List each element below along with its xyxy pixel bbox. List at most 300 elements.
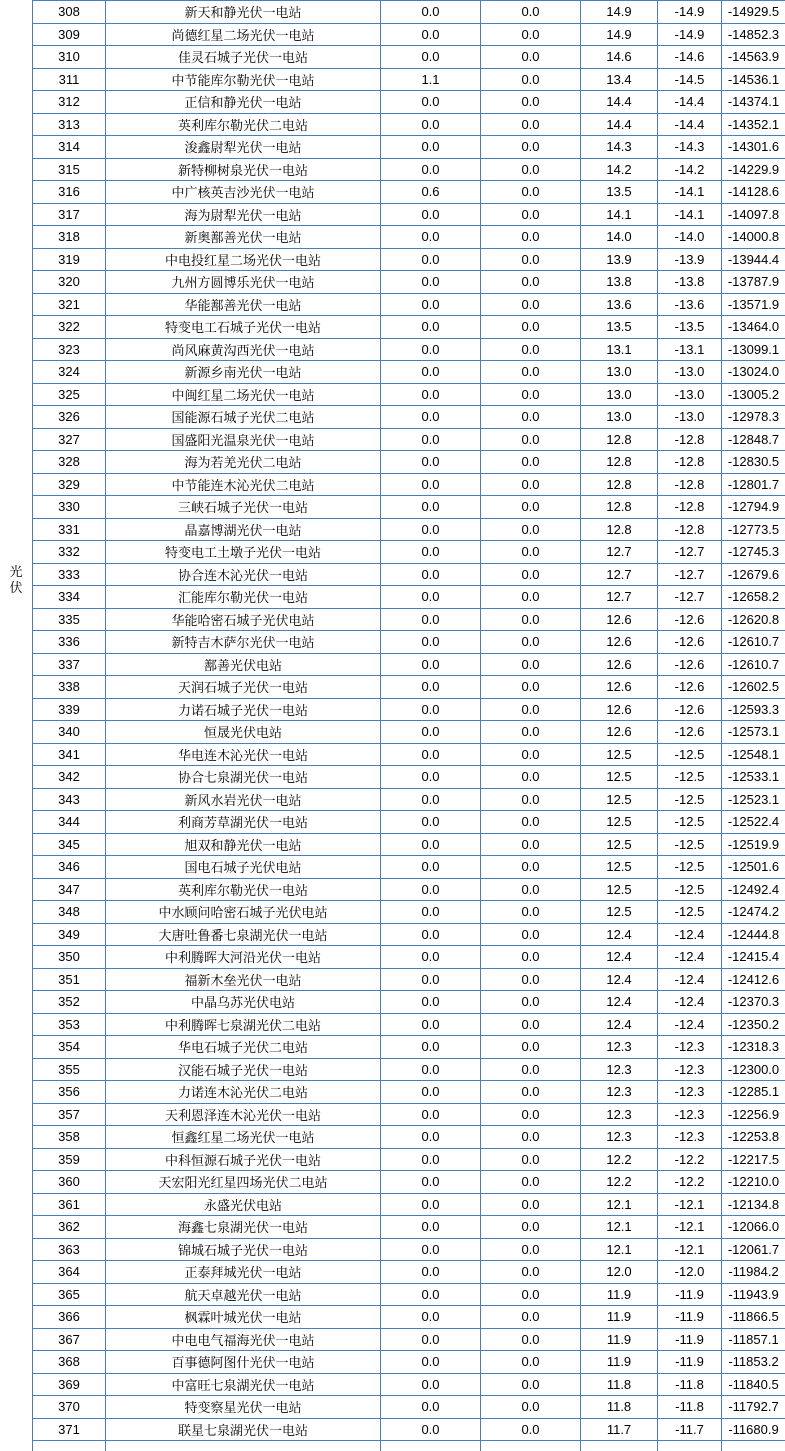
cell-value[interactable]: 0.0 <box>481 1193 581 1216</box>
cell-value[interactable]: 0.0 <box>481 631 581 654</box>
cell-value[interactable]: -14.9 <box>658 23 722 46</box>
cell-index[interactable]: 353 <box>33 1013 106 1036</box>
cell-value[interactable]: -12066.0 <box>722 1216 785 1239</box>
table-row[interactable] <box>33 1238 785 1261</box>
cell-value[interactable]: -11.9 <box>658 1306 722 1329</box>
cell-value[interactable]: 0.0 <box>381 1306 481 1329</box>
table-row[interactable] <box>33 406 785 429</box>
cell-value[interactable]: 0.0 <box>481 721 581 744</box>
cell-value[interactable]: -12370.3 <box>722 991 785 1014</box>
cell-value[interactable]: -11.9 <box>658 1351 722 1374</box>
cell-station-name[interactable]: 中节能连木沁光伏二电站 <box>106 473 381 496</box>
cell-station-name[interactable]: 力诺石城子光伏一电站 <box>106 698 381 721</box>
cell-value[interactable]: -12.8 <box>658 496 722 519</box>
cell-value[interactable]: -12848.7 <box>722 428 785 451</box>
cell-index[interactable]: 327 <box>33 428 106 451</box>
cell-value[interactable]: -12658.2 <box>722 586 785 609</box>
table-row[interactable] <box>33 1171 785 1194</box>
cell-value[interactable]: -12.8 <box>658 473 722 496</box>
cell-value[interactable]: -11792.7 <box>722 1396 785 1419</box>
cell-value[interactable]: -11.9 <box>658 1328 722 1351</box>
cell-index[interactable]: 346 <box>33 856 106 879</box>
cell-station-name[interactable]: 新奥鄯善光伏一电站 <box>106 226 381 249</box>
cell-station-name[interactable]: 国能源石城子光伏二电站 <box>106 406 381 429</box>
cell-station-name[interactable]: 旭双和静光伏一电站 <box>106 833 381 856</box>
cell-index[interactable]: 349 <box>33 923 106 946</box>
cell-value[interactable]: -14.3 <box>658 136 722 159</box>
cell-value[interactable]: -13005.2 <box>722 383 785 406</box>
cell-value[interactable]: -12300.0 <box>722 1058 785 1081</box>
cell-value[interactable]: -12.5 <box>658 811 722 834</box>
cell-value[interactable]: -13.9 <box>658 248 722 271</box>
cell-value[interactable]: -12253.8 <box>722 1126 785 1149</box>
cell-index[interactable]: 363 <box>33 1238 106 1261</box>
cell-value[interactable]: 14.0 <box>581 226 658 249</box>
cell-value[interactable]: 0.0 <box>381 1373 481 1396</box>
cell-value[interactable]: -12061.7 <box>722 1238 785 1261</box>
cell-value[interactable]: -12474.2 <box>722 901 785 924</box>
cell-value[interactable]: 14.2 <box>581 158 658 181</box>
cell-value[interactable]: 0.0 <box>381 608 481 631</box>
cell-station-name[interactable]: 联星七泉湖光伏一电站 <box>106 1418 381 1441</box>
cell-value[interactable]: 12.3 <box>581 1036 658 1059</box>
cell-value[interactable]: 0.0 <box>481 968 581 991</box>
cell-value[interactable]: 0.0 <box>481 1396 581 1419</box>
cell-station-name[interactable]: 大唐吐鲁番七泉湖光伏一电站 <box>106 923 381 946</box>
cell-value[interactable]: 0.0 <box>481 1148 581 1171</box>
table-row[interactable] <box>33 653 785 676</box>
cell-value[interactable]: 0.0 <box>381 878 481 901</box>
cell-value[interactable]: -12412.6 <box>722 968 785 991</box>
cell-value[interactable]: 11.9 <box>581 1306 658 1329</box>
table-row[interactable] <box>33 1126 785 1149</box>
cell-value[interactable]: 12.3 <box>581 1126 658 1149</box>
cell-value[interactable]: 12.6 <box>581 676 658 699</box>
cell-value[interactable]: 12.3 <box>581 1058 658 1081</box>
cell-value[interactable]: 0.0 <box>481 136 581 159</box>
table-row[interactable] <box>33 968 785 991</box>
cell-value[interactable]: -12.4 <box>658 946 722 969</box>
cell-index[interactable]: 367 <box>33 1328 106 1351</box>
cell-value[interactable]: -11.9 <box>658 1283 722 1306</box>
table-row[interactable] <box>33 1396 785 1419</box>
cell-value[interactable]: 12.6 <box>581 608 658 631</box>
cell-value[interactable]: 0.0 <box>381 293 481 316</box>
cell-value[interactable]: 0.0 <box>381 91 481 114</box>
cell-value[interactable]: 0.0 <box>381 991 481 1014</box>
cell-value[interactable]: 0.0 <box>481 428 581 451</box>
cell-value[interactable]: 0.0 <box>481 271 581 294</box>
cell-value[interactable]: -12.7 <box>658 563 722 586</box>
cell-station-name[interactable]: 中电投红星二场光伏一电站 <box>106 248 381 271</box>
cell-station-name[interactable]: 中水顾问哈密石城子光伏电站 <box>106 901 381 924</box>
cell-value[interactable]: 12.4 <box>581 968 658 991</box>
cell-value[interactable]: 12.5 <box>581 766 658 789</box>
cell-value[interactable]: 0.0 <box>381 451 481 474</box>
cell-station-name[interactable]: 英利库尔勒光伏一电站 <box>106 878 381 901</box>
cell-index[interactable]: 345 <box>33 833 106 856</box>
cell-station-name[interactable]: 中电电气福海光伏一电站 <box>106 1328 381 1351</box>
cell-value[interactable]: 11.8 <box>581 1373 658 1396</box>
cell-station-name[interactable]: 新特吉木萨尔光伏一电站 <box>106 631 381 654</box>
cell-value[interactable]: 0.0 <box>481 226 581 249</box>
cell-value[interactable]: -12830.5 <box>722 451 785 474</box>
cell-index[interactable]: 322 <box>33 316 106 339</box>
cell-index[interactable]: 352 <box>33 991 106 1014</box>
cell-value[interactable]: 0.0 <box>381 271 481 294</box>
cell-index[interactable]: 336 <box>33 631 106 654</box>
cell-value[interactable]: -12.8 <box>658 451 722 474</box>
cell-value[interactable]: -12.3 <box>658 1126 722 1149</box>
cell-value[interactable]: -14097.8 <box>722 203 785 226</box>
cell-value[interactable]: 12.8 <box>581 496 658 519</box>
cell-index[interactable]: 357 <box>33 1103 106 1126</box>
cell-value[interactable]: 0.0 <box>381 923 481 946</box>
cell-value[interactable]: 0.0 <box>481 901 581 924</box>
cell-station-name[interactable]: 浚鑫尉犁光伏一电站 <box>106 136 381 159</box>
table-row[interactable] <box>33 923 785 946</box>
table-row[interactable] <box>33 631 785 654</box>
cell-value[interactable]: -12610.7 <box>722 631 785 654</box>
cell-value[interactable]: 0.0 <box>481 541 581 564</box>
cell-value[interactable]: 12.7 <box>581 563 658 586</box>
cell-value[interactable]: -13787.9 <box>722 271 785 294</box>
table-row[interactable] <box>33 1081 785 1104</box>
cell-station-name[interactable]: 天利恩泽连木沁光伏一电站 <box>106 1103 381 1126</box>
table-row[interactable] <box>33 46 785 69</box>
cell-value[interactable]: -11.7 <box>658 1418 722 1441</box>
cell-value[interactable]: 0.0 <box>481 46 581 69</box>
cell-value[interactable]: 14.6 <box>581 46 658 69</box>
cell-value[interactable]: 12.5 <box>581 856 658 879</box>
cell-value[interactable]: 1.1 <box>381 68 481 91</box>
cell-value[interactable]: -12318.3 <box>722 1036 785 1059</box>
cell-index[interactable]: 331 <box>33 518 106 541</box>
cell-value[interactable]: -14852.3 <box>722 23 785 46</box>
cell-value[interactable]: -12.3 <box>658 1058 722 1081</box>
cell-value[interactable]: -14929.5 <box>722 1 785 24</box>
cell-value[interactable]: 13.0 <box>581 383 658 406</box>
cell-index[interactable]: 318 <box>33 226 106 249</box>
table-row[interactable] <box>33 856 785 879</box>
cell-index[interactable]: 342 <box>33 766 106 789</box>
table-row[interactable] <box>33 203 785 226</box>
cell-station-name[interactable]: 恒鑫红星二场光伏一电站 <box>106 1126 381 1149</box>
cell-value[interactable]: 0.0 <box>381 1351 481 1374</box>
cell-value[interactable]: -12256.9 <box>722 1103 785 1126</box>
cell-station-name[interactable]: 力诺连木沁光伏二电站 <box>106 1081 381 1104</box>
cell-index[interactable]: 320 <box>33 271 106 294</box>
cell-value[interactable]: -13.1 <box>658 338 722 361</box>
cell-value[interactable]: 0.0 <box>481 856 581 879</box>
table-row-partial[interactable] <box>33 1441 785 1451</box>
cell-value[interactable]: 14.4 <box>581 91 658 114</box>
cell-value[interactable]: 12.5 <box>581 901 658 924</box>
cell-index[interactable]: 335 <box>33 608 106 631</box>
cell-value[interactable]: 0.0 <box>381 1418 481 1441</box>
table-row[interactable] <box>33 338 785 361</box>
cell-value[interactable]: 0.0 <box>381 1103 481 1126</box>
cell-value[interactable]: 0.0 <box>481 406 581 429</box>
cell-value[interactable]: 14.1 <box>581 203 658 226</box>
cell-station-name[interactable]: 中广核英吉沙光伏一电站 <box>106 181 381 204</box>
cell-value[interactable]: 0.0 <box>481 1058 581 1081</box>
cell-value[interactable]: -11840.5 <box>722 1373 785 1396</box>
cell-value[interactable]: 0.0 <box>381 1261 481 1284</box>
cell-station-name[interactable]: 恒晟光伏电站 <box>106 721 381 744</box>
cell-value[interactable]: -12679.6 <box>722 563 785 586</box>
cell-value[interactable]: 0.0 <box>381 518 481 541</box>
cell-value[interactable]: 0.0 <box>481 23 581 46</box>
cell-value[interactable]: 0.0 <box>481 1126 581 1149</box>
cell-value[interactable]: 0.0 <box>381 203 481 226</box>
cell-station-name[interactable]: 英利库尔勒光伏二电站 <box>106 113 381 136</box>
cell-index[interactable]: 328 <box>33 451 106 474</box>
cell-station-name[interactable]: 天宏阳光红星四场光伏二电站 <box>106 1171 381 1194</box>
cell-index[interactable]: 329 <box>33 473 106 496</box>
cell-index[interactable]: 362 <box>33 1216 106 1239</box>
cell-value[interactable]: 0.0 <box>381 1171 481 1194</box>
cell-index[interactable]: 355 <box>33 1058 106 1081</box>
cell-value[interactable]: -12415.4 <box>722 946 785 969</box>
cell-value[interactable]: 0.0 <box>481 361 581 384</box>
table-row[interactable] <box>33 496 785 519</box>
cell-station-name[interactable]: 正信和静光伏一电站 <box>106 91 381 114</box>
cell-index[interactable]: 325 <box>33 383 106 406</box>
cell-value[interactable]: -11943.9 <box>722 1283 785 1306</box>
cell-value[interactable]: -12.1 <box>658 1193 722 1216</box>
cell-value[interactable]: 13.4 <box>581 68 658 91</box>
cell-value[interactable]: -12.0 <box>658 1261 722 1284</box>
cell-value[interactable]: 14.9 <box>581 23 658 46</box>
cell-value[interactable]: 0.0 <box>381 1216 481 1239</box>
cell-value[interactable]: 0.0 <box>381 1238 481 1261</box>
table-row[interactable] <box>33 248 785 271</box>
table-row[interactable] <box>33 518 785 541</box>
cell-station-name[interactable]: 协合连木沁光伏一电站 <box>106 563 381 586</box>
cell-value[interactable]: 0.0 <box>381 1193 481 1216</box>
cell-value[interactable]: -14.0 <box>658 226 722 249</box>
cell-value[interactable]: 0.0 <box>481 811 581 834</box>
table-row[interactable] <box>33 946 785 969</box>
cell-value[interactable]: 0.0 <box>381 1148 481 1171</box>
cell-value[interactable]: 0.0 <box>381 811 481 834</box>
cell-value[interactable]: -12.5 <box>658 901 722 924</box>
cell-value[interactable]: -13.0 <box>658 361 722 384</box>
cell-station-name[interactable]: 航天卓越光伏一电站 <box>106 1283 381 1306</box>
cell-value[interactable]: -12620.8 <box>722 608 785 631</box>
cell-value[interactable]: -12.6 <box>658 653 722 676</box>
cell-value[interactable]: 0.0 <box>481 1036 581 1059</box>
cell-station-name[interactable]: 中富旺七泉湖光伏一电站 <box>106 1373 381 1396</box>
cell-value[interactable]: 0.0 <box>381 856 481 879</box>
cell-index[interactable]: 356 <box>33 1081 106 1104</box>
cell-station-name[interactable]: 海鑫七泉湖光伏一电站 <box>106 1216 381 1239</box>
cell-index[interactable]: 368 <box>33 1351 106 1374</box>
cell-value[interactable]: -12548.1 <box>722 743 785 766</box>
cell-value[interactable]: -13944.4 <box>722 248 785 271</box>
cell-value[interactable]: -12.6 <box>658 698 722 721</box>
table-row[interactable] <box>33 721 785 744</box>
cell-value[interactable]: 12.8 <box>581 473 658 496</box>
cell-value[interactable]: -12.4 <box>658 991 722 1014</box>
table-row[interactable] <box>33 1 785 24</box>
cell-value[interactable]: 14.9 <box>581 1 658 24</box>
cell-value[interactable]: 0.0 <box>481 878 581 901</box>
table-row[interactable] <box>33 316 785 339</box>
cell-value[interactable]: -14352.1 <box>722 113 785 136</box>
cell-value[interactable]: -14563.9 <box>722 46 785 69</box>
cell-value[interactable]: -12134.8 <box>722 1193 785 1216</box>
table-row[interactable] <box>33 1013 785 1036</box>
table-row[interactable] <box>33 293 785 316</box>
cell-value[interactable]: -11.8 <box>658 1396 722 1419</box>
cell-value[interactable]: 0.0 <box>481 68 581 91</box>
table-row[interactable] <box>33 226 785 249</box>
cell-index[interactable]: 339 <box>33 698 106 721</box>
cell-index[interactable]: 364 <box>33 1261 106 1284</box>
cell-value[interactable]: -14.1 <box>658 203 722 226</box>
cell-station-name[interactable]: 正泰拜城光伏一电站 <box>106 1261 381 1284</box>
cell-station-name[interactable]: 三峡石城子光伏一电站 <box>106 496 381 519</box>
cell-index[interactable]: 310 <box>33 46 106 69</box>
cell-value[interactable]: 0.0 <box>381 788 481 811</box>
cell-value[interactable]: -12.1 <box>658 1238 722 1261</box>
cell-value[interactable]: -11866.5 <box>722 1306 785 1329</box>
cell-value[interactable]: -14.9 <box>658 1 722 24</box>
cell-index[interactable]: 343 <box>33 788 106 811</box>
cell-value[interactable]: -13.5 <box>658 316 722 339</box>
table-row[interactable] <box>33 1036 785 1059</box>
cell-value[interactable]: -12.2 <box>658 1148 722 1171</box>
cell-value[interactable]: -12.1 <box>658 1216 722 1239</box>
cell-station-name[interactable]: 九州方圆博乐光伏一电站 <box>106 271 381 294</box>
table-row[interactable] <box>33 743 785 766</box>
cell-station-name[interactable]: 协合七泉湖光伏一电站 <box>106 766 381 789</box>
table-row[interactable] <box>33 68 785 91</box>
cell-value[interactable]: -12602.5 <box>722 676 785 699</box>
cell-value[interactable]: 0.0 <box>481 563 581 586</box>
cell-value[interactable]: 0.0 <box>381 766 481 789</box>
table-row[interactable] <box>33 181 785 204</box>
cell-value[interactable]: 0.0 <box>381 586 481 609</box>
cell-value[interactable]: 0.0 <box>381 46 481 69</box>
cell-value[interactable]: 0.0 <box>381 1 481 24</box>
cell-value[interactable]: -14.4 <box>658 91 722 114</box>
table-row[interactable] <box>33 698 785 721</box>
cell-value[interactable]: 12.4 <box>581 991 658 1014</box>
cell-value[interactable]: 0.0 <box>381 676 481 699</box>
cell-value[interactable]: 0.0 <box>481 1261 581 1284</box>
cell-value[interactable]: 0.0 <box>481 833 581 856</box>
table-row[interactable] <box>33 23 785 46</box>
cell-value[interactable]: -12.4 <box>658 968 722 991</box>
table-row[interactable] <box>33 1283 785 1306</box>
cell-station-name[interactable]: 鄯善光伏电站 <box>106 653 381 676</box>
cell-value[interactable]: 0.0 <box>481 788 581 811</box>
cell-value[interactable]: -14.2 <box>658 158 722 181</box>
cell-value[interactable]: 0.0 <box>481 1 581 24</box>
cell-index[interactable]: 341 <box>33 743 106 766</box>
cell-value[interactable]: -14000.8 <box>722 226 785 249</box>
cell-value[interactable]: 0.0 <box>481 451 581 474</box>
cell-value[interactable]: -12593.3 <box>722 698 785 721</box>
table-row[interactable] <box>33 541 785 564</box>
cell-station-name[interactable]: 特变电工土墩子光伏一电站 <box>106 541 381 564</box>
cell-value[interactable]: 0.0 <box>381 316 481 339</box>
cell-value[interactable]: -11857.1 <box>722 1328 785 1351</box>
cell-value[interactable]: 0.0 <box>481 676 581 699</box>
cell-index[interactable]: 370 <box>33 1396 106 1419</box>
cell-index[interactable]: 350 <box>33 946 106 969</box>
cell-value[interactable]: 12.6 <box>581 631 658 654</box>
cell-value[interactable]: 0.0 <box>481 698 581 721</box>
cell-value[interactable]: -14.6 <box>658 46 722 69</box>
cell-value[interactable]: -12.3 <box>658 1081 722 1104</box>
cell-station-name[interactable]: 尚风麻黄沟西光伏一电站 <box>106 338 381 361</box>
cell-index[interactable]: 337 <box>33 653 106 676</box>
cell-station-name[interactable]: 华电石城子光伏二电站 <box>106 1036 381 1059</box>
cell-value[interactable]: -14128.6 <box>722 181 785 204</box>
cell-station-name[interactable]: 尚德红星二场光伏一电站 <box>106 23 381 46</box>
cell-value[interactable]: -12573.1 <box>722 721 785 744</box>
cell-value[interactable]: 0.0 <box>381 158 481 181</box>
cell-value[interactable]: 12.7 <box>581 541 658 564</box>
cell-station-name[interactable]: 天润石城子光伏一电站 <box>106 676 381 699</box>
cell-value[interactable]: -13.0 <box>658 383 722 406</box>
cell-value[interactable]: 0.0 <box>381 1036 481 1059</box>
cell-value[interactable]: -12610.7 <box>722 653 785 676</box>
cell-index[interactable]: 359 <box>33 1148 106 1171</box>
cell-index[interactable]: 313 <box>33 113 106 136</box>
cell-value[interactable]: 0.0 <box>381 248 481 271</box>
cell-value[interactable]: 0.0 <box>481 991 581 1014</box>
cell-station-name[interactable]: 国电石城子光伏电站 <box>106 856 381 879</box>
cell-value[interactable]: 12.3 <box>581 1103 658 1126</box>
cell-value[interactable]: 0.0 <box>381 406 481 429</box>
cell-value[interactable]: -13.0 <box>658 406 722 429</box>
cell-index[interactable]: 332 <box>33 541 106 564</box>
table-row[interactable] <box>33 608 785 631</box>
cell-value[interactable]: 0.0 <box>481 1013 581 1036</box>
cell-value[interactable]: 0.0 <box>481 946 581 969</box>
cell-value[interactable]: 0.0 <box>381 563 481 586</box>
cell-station-name[interactable]: 汉能石城子光伏一电站 <box>106 1058 381 1081</box>
cell-value[interactable]: 13.5 <box>581 316 658 339</box>
table-row[interactable] <box>33 91 785 114</box>
cell-value[interactable]: -14536.1 <box>722 68 785 91</box>
cell-value[interactable]: 12.4 <box>581 923 658 946</box>
cell-value[interactable]: -14.4 <box>658 113 722 136</box>
cell-value[interactable]: 12.6 <box>581 698 658 721</box>
table-row[interactable] <box>33 991 785 1014</box>
cell-value[interactable]: 12.8 <box>581 428 658 451</box>
table-row[interactable] <box>33 811 785 834</box>
cell-value[interactable]: 0.0 <box>481 608 581 631</box>
cell-value[interactable]: 0.0 <box>381 1283 481 1306</box>
cell-value[interactable]: 0.0 <box>381 698 481 721</box>
cell-station-name[interactable]: 海为尉犁光伏一电站 <box>106 203 381 226</box>
cell-station-name[interactable]: 中利腾晖大河沿光伏一电站 <box>106 946 381 969</box>
cell-index[interactable]: 333 <box>33 563 106 586</box>
cell-value[interactable]: 14.4 <box>581 113 658 136</box>
cell-value[interactable]: 0.0 <box>381 1126 481 1149</box>
cell-value[interactable]: -11680.9 <box>722 1418 785 1441</box>
cell-value[interactable]: -12522.4 <box>722 811 785 834</box>
cell-value[interactable]: -12.6 <box>658 721 722 744</box>
cell-value[interactable]: 0.0 <box>381 1081 481 1104</box>
cell-value[interactable]: 12.5 <box>581 878 658 901</box>
